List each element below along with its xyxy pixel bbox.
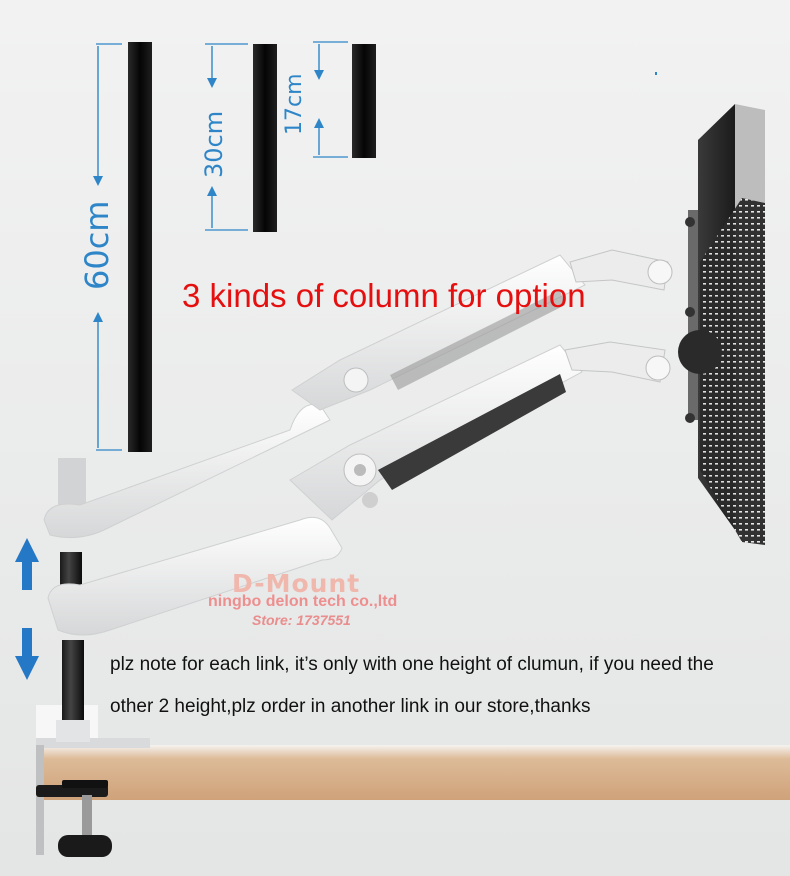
desk-and-clamp	[36, 705, 790, 857]
height-arrows	[15, 538, 39, 680]
brand-store-id: Store: 1737551	[252, 612, 351, 628]
monitor	[678, 104, 765, 545]
note-line-1: plz note for each link, it’s only with one height of clumun, if you need the	[110, 654, 714, 675]
headline: 3 kinds of column for option	[182, 277, 586, 314]
dimension-tick	[655, 72, 657, 75]
column-30cm-label: 30cm	[200, 110, 228, 178]
column-17cm	[313, 42, 376, 158]
column-17cm-label: 17cm	[282, 73, 307, 135]
brand-company: ningbo delon tech co.,ltd	[208, 593, 398, 610]
note-line-2: other 2 height,plz order in another link in our store,thanks	[110, 696, 591, 717]
column-60cm-label: 60cm	[78, 200, 116, 290]
brand-watermark: D-Mount	[232, 569, 361, 598]
